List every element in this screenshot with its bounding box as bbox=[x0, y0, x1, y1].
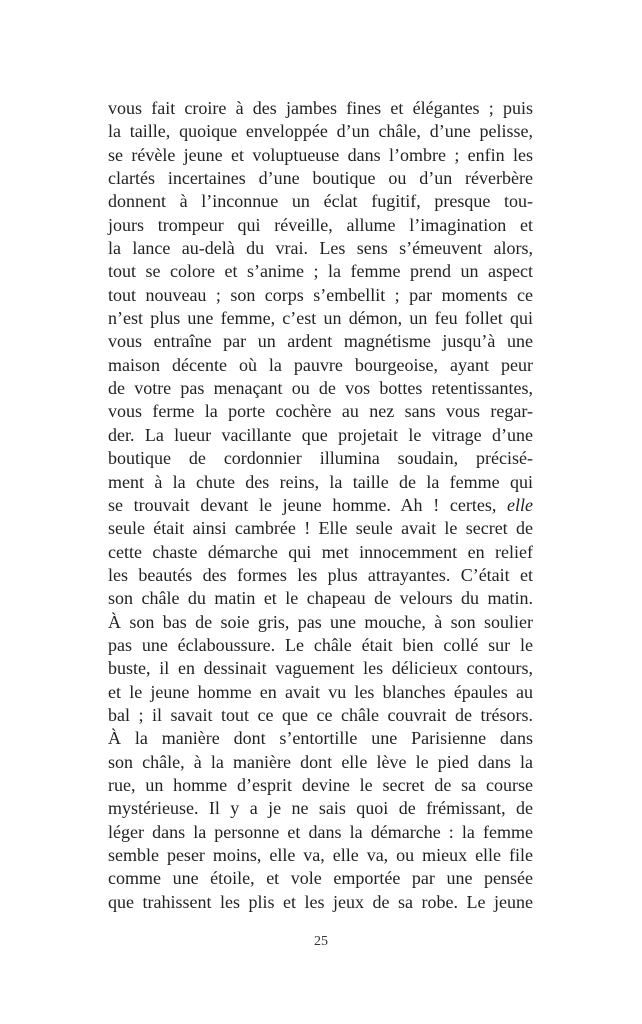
text-line: À son bas de soie gris, pas une mouche, à son soulier bbox=[108, 611, 533, 632]
text-line: seule était ainsi cambrée ! Elle seule avait le secret de bbox=[108, 518, 533, 539]
text-line: bal ; il savait tout ce que ce châle couvrait de trésors. bbox=[108, 704, 533, 725]
text-line: se révèle jeune et voluptueuse dans l’ombre ; enfin les bbox=[108, 144, 533, 165]
text-line: semble peser moins, elle va, elle va, ou mieux elle file bbox=[108, 845, 533, 865]
text-line: boutique de cordonnier illumina soudain, précisé- bbox=[108, 448, 533, 469]
text-line: les beautés des formes les plus attrayantes. C’était et bbox=[108, 564, 533, 585]
text-line: pas une éclaboussure. Le châle était bien collé sur le bbox=[108, 634, 533, 655]
text-line: rue, un homme d’esprit devine le secret de sa course bbox=[108, 774, 533, 795]
text-line: de votre pas menaçant ou de vos bottes retentissantes, bbox=[108, 378, 533, 399]
text-line: la lance au-delà du vrai. Les sens s’émeuvent alors, bbox=[108, 238, 533, 259]
text-line: tout se colore et s’anime ; la femme prend un aspect bbox=[108, 261, 533, 282]
text-line: donnent à l’inconnue un éclat fugitif, presque tou- bbox=[108, 191, 533, 212]
text-line: jours trompeur qui réveille, allume l’imagination et bbox=[108, 214, 533, 235]
text-line: À la manière dont s’entortille une Parisienne dans bbox=[108, 728, 533, 749]
text-line-segment: se trouvait devant le jeune homme. Ah ! certes, bbox=[108, 494, 508, 515]
text-line: clartés incertaines d’une boutique ou d’un réverbère bbox=[108, 168, 533, 189]
text-line-with-italic bbox=[108, 494, 533, 517]
page-number: 25 bbox=[314, 934, 328, 949]
text-line: n’est plus une femme, c’est un démon, un feu follet qui bbox=[108, 308, 533, 329]
text-line: son châle, à la manière dont elle lève le pied dans la bbox=[108, 751, 533, 772]
text-line: que trahissent les plis et les jeux de sa robe. Le jeune bbox=[108, 891, 533, 912]
text-line: buste, il en dessinait vaguement les délicieux contours, bbox=[108, 658, 533, 679]
text-line: vous entraîne par un ardent magnétisme jusqu’à une bbox=[108, 331, 533, 352]
text-line: comme une étoile, et vole emportée par une pensée bbox=[108, 868, 533, 889]
text-line: léger dans la personne et dans la démarche : la femme bbox=[108, 821, 533, 842]
text-line: ment à la chute des reins, la taille de la femme qui bbox=[108, 471, 533, 492]
text-line: mystérieuse. Il y a je ne sais quoi de frémissant, de bbox=[108, 798, 533, 819]
text-line: son châle du matin et le chapeau de velours du matin. bbox=[108, 588, 533, 609]
text-line: maison décente où la pauvre bourgeoise, ayant peur bbox=[108, 354, 533, 375]
body-text bbox=[108, 97, 533, 914]
italic-word: elle bbox=[507, 494, 533, 515]
text-line: et le jeune homme en avait vu les blanches épaules au bbox=[108, 681, 533, 702]
text-line: der. La lueur vacillante que projetait le vitrage d’une bbox=[108, 424, 533, 445]
text-line: tout nouveau ; son corps s’embellit ; par moments ce bbox=[108, 284, 533, 305]
text-line: vous ferme la porte cochère au nez sans vous regar- bbox=[108, 401, 533, 422]
text-line: vous fait croire à des jambes fines et élégantes ; puis bbox=[108, 98, 533, 118]
text-line: la taille, quoique enveloppée d’un châle, d’une pelisse, bbox=[108, 121, 533, 142]
text-line: cette chaste démarche qui met innocemment en relief bbox=[108, 541, 533, 562]
